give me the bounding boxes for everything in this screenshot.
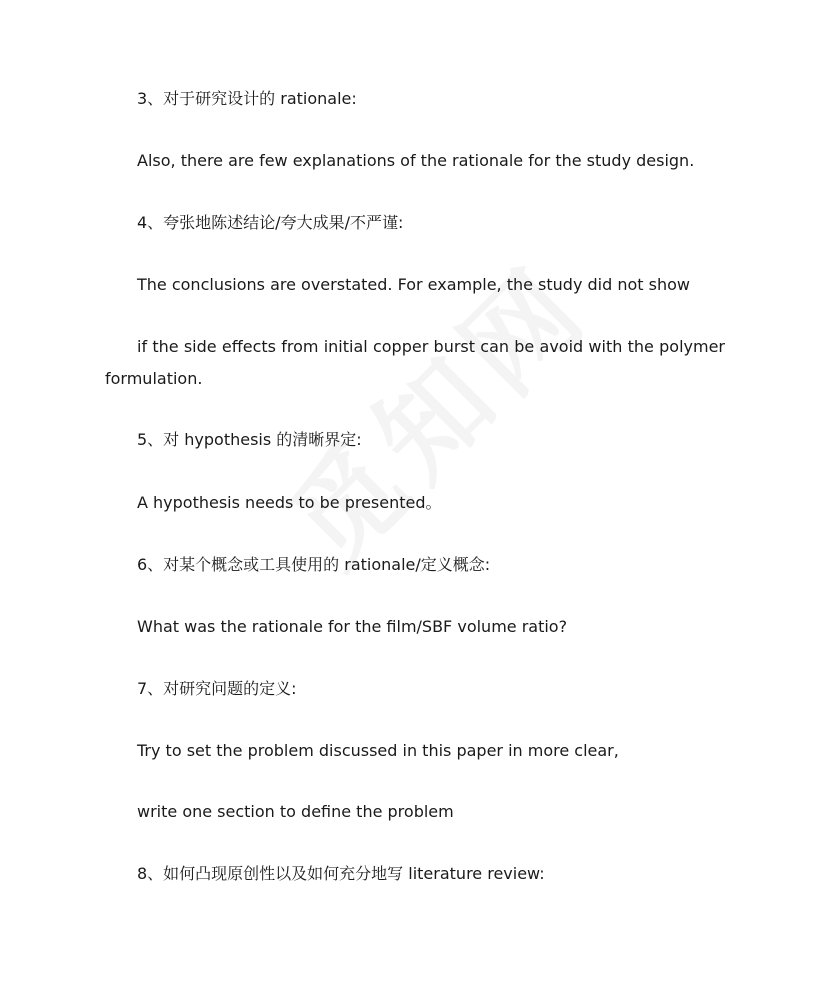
paragraph-line: What was the rationale for the film/SBF volume ratio?: [137, 617, 568, 636]
section-heading-7: 7、对研究问题的定义:: [137, 679, 297, 698]
section-heading-4: 4、夸张地陈述结论/夸大成果/不严谨:: [137, 213, 404, 232]
paragraph-line: Try to set the problem discussed in this paper in more clear,: [137, 741, 619, 760]
section-heading-8: 8、如何凸现原创性以及如何充分地写 literature review:: [137, 864, 545, 883]
paragraph-line: write one section to define the problem: [137, 802, 454, 821]
section-heading-6: 6、对某个概念或工具使用的 rationale/定义概念:: [137, 555, 491, 574]
paragraph-line: The conclusions are overstated. For example, the study did not show: [137, 275, 690, 294]
paragraph-justified: if the side effects from initial copper burst can be avoid with the polymer formulation.: [105, 337, 725, 388]
paragraph-line: A hypothesis needs to be presented。: [137, 493, 442, 512]
paragraph-line: Also, there are few explanations of the rationale for the study design.: [137, 151, 695, 170]
section-heading-3: 3、对于研究设计的 rationale:: [137, 89, 357, 108]
section-heading-5: 5、对 hypothesis 的清晰界定:: [137, 430, 362, 449]
